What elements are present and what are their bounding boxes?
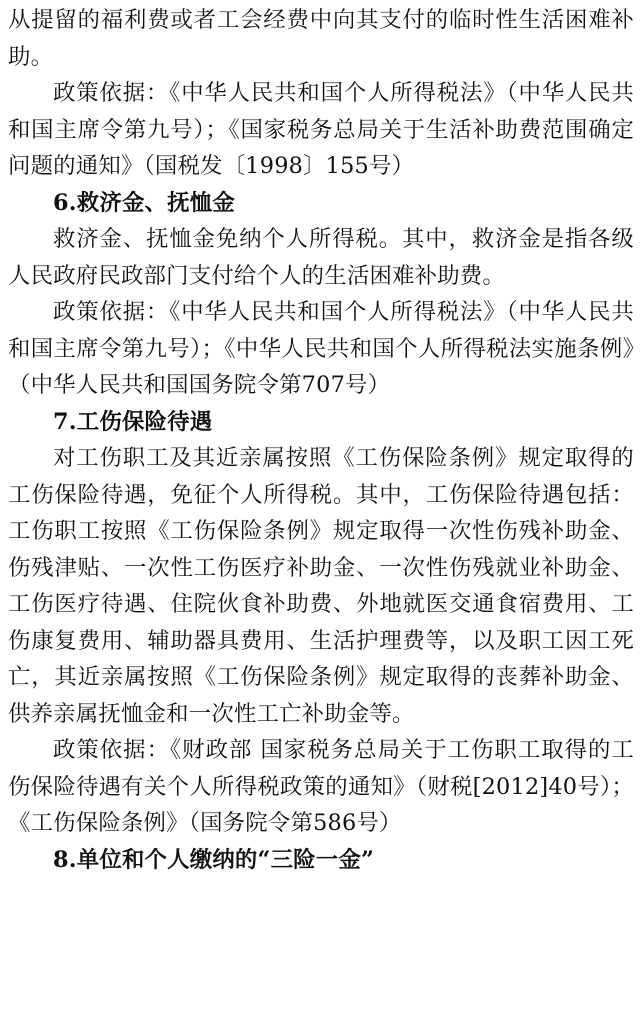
section-heading-relief-funds: 6.救济金、抚恤金 bbox=[53, 189, 235, 216]
paragraph-hardship-subsidy-continued: 从提留的福利费或者工会经费中向其支付的临时性生活困难补助。 bbox=[8, 7, 634, 70]
paragraph-work-injury: 对工伤职工及其近亲属按照《工伤保险条例》规定取得的工伤保险待遇，免征个人所得税。其中，工伤保险待遇包括：工伤职工按照《工伤保险条例》规定取得一次性伤残补助金、伤残津贴、一次性工伤医疗补助金、一次性伤残就业补助金、工伤医疗待遇、住院伙食补助费、外地就医交通食宿费用、工伤康复费用、辅助器具费用、生活护理费等，以及职工因工死亡，其近亲属按照《工伤保险条例》规定取得的丧葬补助金、供养亲属抚恤金和一次性工亡补助金等。 bbox=[8, 445, 634, 727]
paragraph-policy-basis-injury: 政策依据：《财政部 国家税务总局关于工伤职工取得的工伤保险待遇有关个人所得税政策的通知》（财税[2012]40号）；《工伤保险条例》（国务院令第586号） bbox=[8, 737, 634, 836]
paragraph-policy-basis-subsidy: 政策依据：《中华人民共和国个人所得税法》（中华人民共和国主席令第九号）；《国家税务总局关于生活补助费范围确定问题的通知》（国税发〔1998〕155号） bbox=[8, 80, 634, 179]
section-heading-work-injury: 7.工伤保险待遇 bbox=[53, 408, 213, 435]
paragraph-relief-funds: 救济金、抚恤金免纳个人所得税。其中，救济金是指各级人民政府民政部门支付给个人的生活困难补助费。 bbox=[8, 226, 634, 289]
paragraph-policy-basis-relief: 政策依据：《中华人民共和国个人所得税法》（中华人民共和国主席令第九号）；《中华人民共和国个人所得税法实施条例》（中华人民共和国国务院令第707号） bbox=[8, 299, 634, 398]
section-heading-social-insurance: 8.单位和个人缴纳的“三险一金” bbox=[53, 846, 375, 873]
